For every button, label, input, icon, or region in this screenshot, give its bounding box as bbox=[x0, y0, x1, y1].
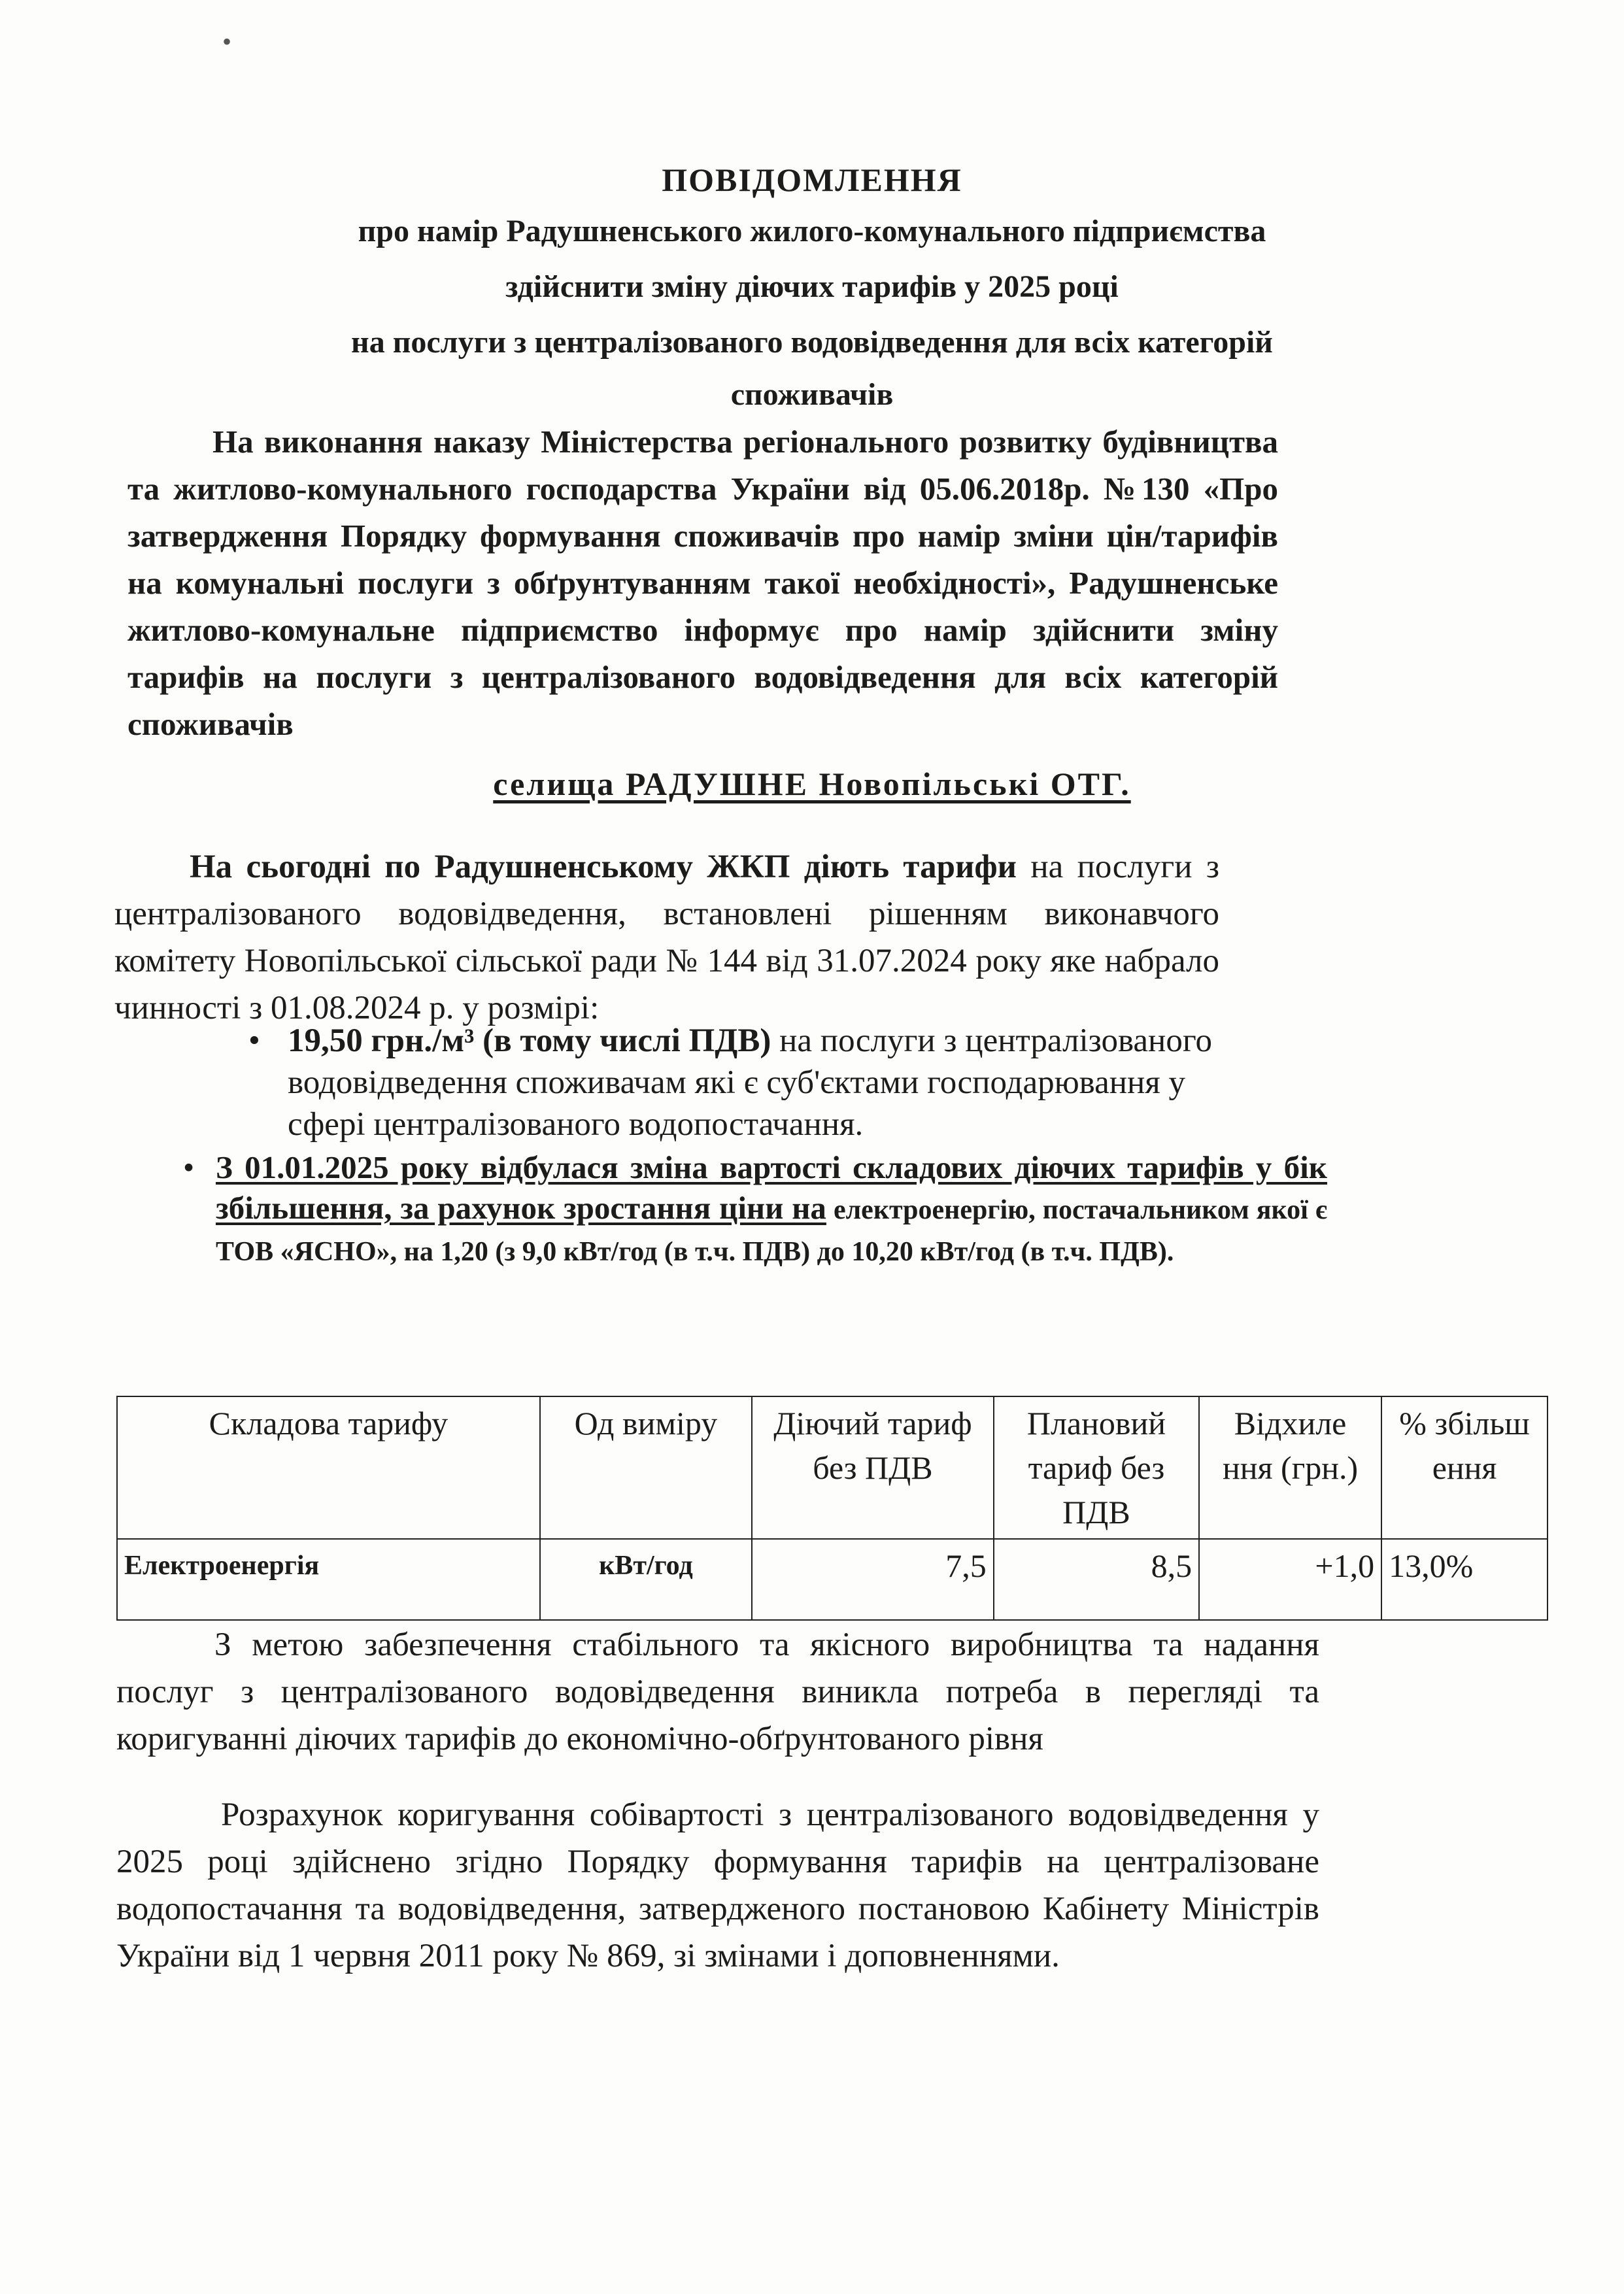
settlement-line bbox=[0, 765, 1624, 803]
header-planned: Плановий тариф без ПДВ bbox=[994, 1396, 1199, 1539]
header-current: Діючий тариф без ПДВ bbox=[752, 1396, 994, 1539]
purpose-paragraph bbox=[116, 1621, 1319, 1763]
cell-increase: 13,0% bbox=[1381, 1539, 1548, 1620]
title-line-2: здійснити зміну діючих тарифів у 2025 році bbox=[505, 269, 1119, 304]
tariff-description: на послуги з централізованого водовідведення споживачам які є суб'єктами господарювання у сфері централізованого водопостачання. bbox=[288, 1022, 1212, 1143]
tariff-value: 19,50 грн./м³ (в тому числі ПДВ) bbox=[288, 1022, 771, 1059]
cell-unit: кВт/год bbox=[540, 1539, 752, 1620]
title-line-3: на послуги з централізованого водовідведення для всіх категорій bbox=[351, 325, 1273, 360]
intro-paragraph bbox=[127, 418, 1278, 748]
settlement-text: селища РАДУШНЕ Новопільські ОТГ. bbox=[493, 766, 1131, 802]
tariff-table bbox=[116, 1396, 1548, 1621]
bullet-icon: • bbox=[183, 1149, 195, 1185]
table-header-row bbox=[117, 1396, 1548, 1539]
calculation-paragraph bbox=[116, 1791, 1319, 1980]
change-heading: З 01.01.2025 року відбулася зміна вартості складових діючих тарифів у бік збільшення, за рахунок зростання ціни на bbox=[216, 1149, 1327, 1226]
change-bullet bbox=[183, 1147, 1327, 1272]
bullet-icon: • bbox=[248, 1022, 260, 1059]
cell-current: 7,5 bbox=[752, 1539, 994, 1620]
current-tariff-lead: На сьогодні по Радушненському ЖКП діють тарифи bbox=[190, 849, 1017, 885]
header-unit: Од виміру bbox=[540, 1396, 752, 1539]
cell-deviation: +1,0 bbox=[1199, 1539, 1381, 1620]
header-deviation: Відхиле ння (грн.) bbox=[1199, 1396, 1381, 1539]
intro-text: На виконання наказу Міністерства регіонального розвитку будівництва та житлово-комунального господарства України від 05.06.2018р. №130 «Про затвердження Порядку формування споживачів про намір зміни цін/тарифів на комунальні послуги з обґрунтуванням такої необхідності», Радушненське житлово-комунальне підприємство інформує про намір здійснити зміну тарифів на послуги з централізованого водовідведення для всіх категорій споживачів bbox=[127, 424, 1278, 742]
tariff-bullet bbox=[248, 1020, 1236, 1145]
corner-mark: • bbox=[222, 27, 232, 56]
header-component: Складова тарифу bbox=[117, 1396, 540, 1539]
header-increase: % збільш ення bbox=[1381, 1396, 1548, 1539]
title-line-1: про намір Радушненського жилого-комунального підприємства bbox=[358, 214, 1266, 248]
title-line-4: споживачів bbox=[730, 377, 894, 412]
table-row bbox=[117, 1539, 1548, 1620]
cell-planned: 8,5 bbox=[994, 1539, 1199, 1620]
current-tariff-paragraph bbox=[114, 843, 1219, 1032]
cell-component: Електроенергія bbox=[117, 1539, 540, 1620]
purpose-text: З метою забезпечення стабільного та якісного виробництва та надання послуг з централізованого водовідведення виникла потреба в перегляді та коригуванні діючих тарифів до економічно-обґрунтованого рівня bbox=[116, 1627, 1319, 1757]
document-title: ПОВІДОМЛЕННЯ bbox=[662, 161, 962, 198]
current-tariff-rest: на послуги з централізованого водовідведення, встановлені рішенням виконавчого комітету Новопільської сільської ради № 144 від 31.07.2024 року яке набрало чинності з 01.08.2024 р. у розмірі: bbox=[114, 849, 1219, 1026]
calculation-text: Розрахунок коригування собівартості з централізованого водовідведення у 2025 році здійснено згідно Порядку формування тарифів на централізоване водопостачання та водовідведення, затвердженого постановою Кабінету Міністрів України від 1 червня 2011 року № 869, зі змінами і доповненнями. bbox=[116, 1796, 1319, 1974]
change-details: електроенергію, постачальником якої є ТОВ «ЯСНО», на 1,20 (з 9,0 кВт/год (в т.ч. ПДВ) до 10,20 кВт/год (в т.ч. ПДВ). bbox=[216, 1195, 1327, 1267]
